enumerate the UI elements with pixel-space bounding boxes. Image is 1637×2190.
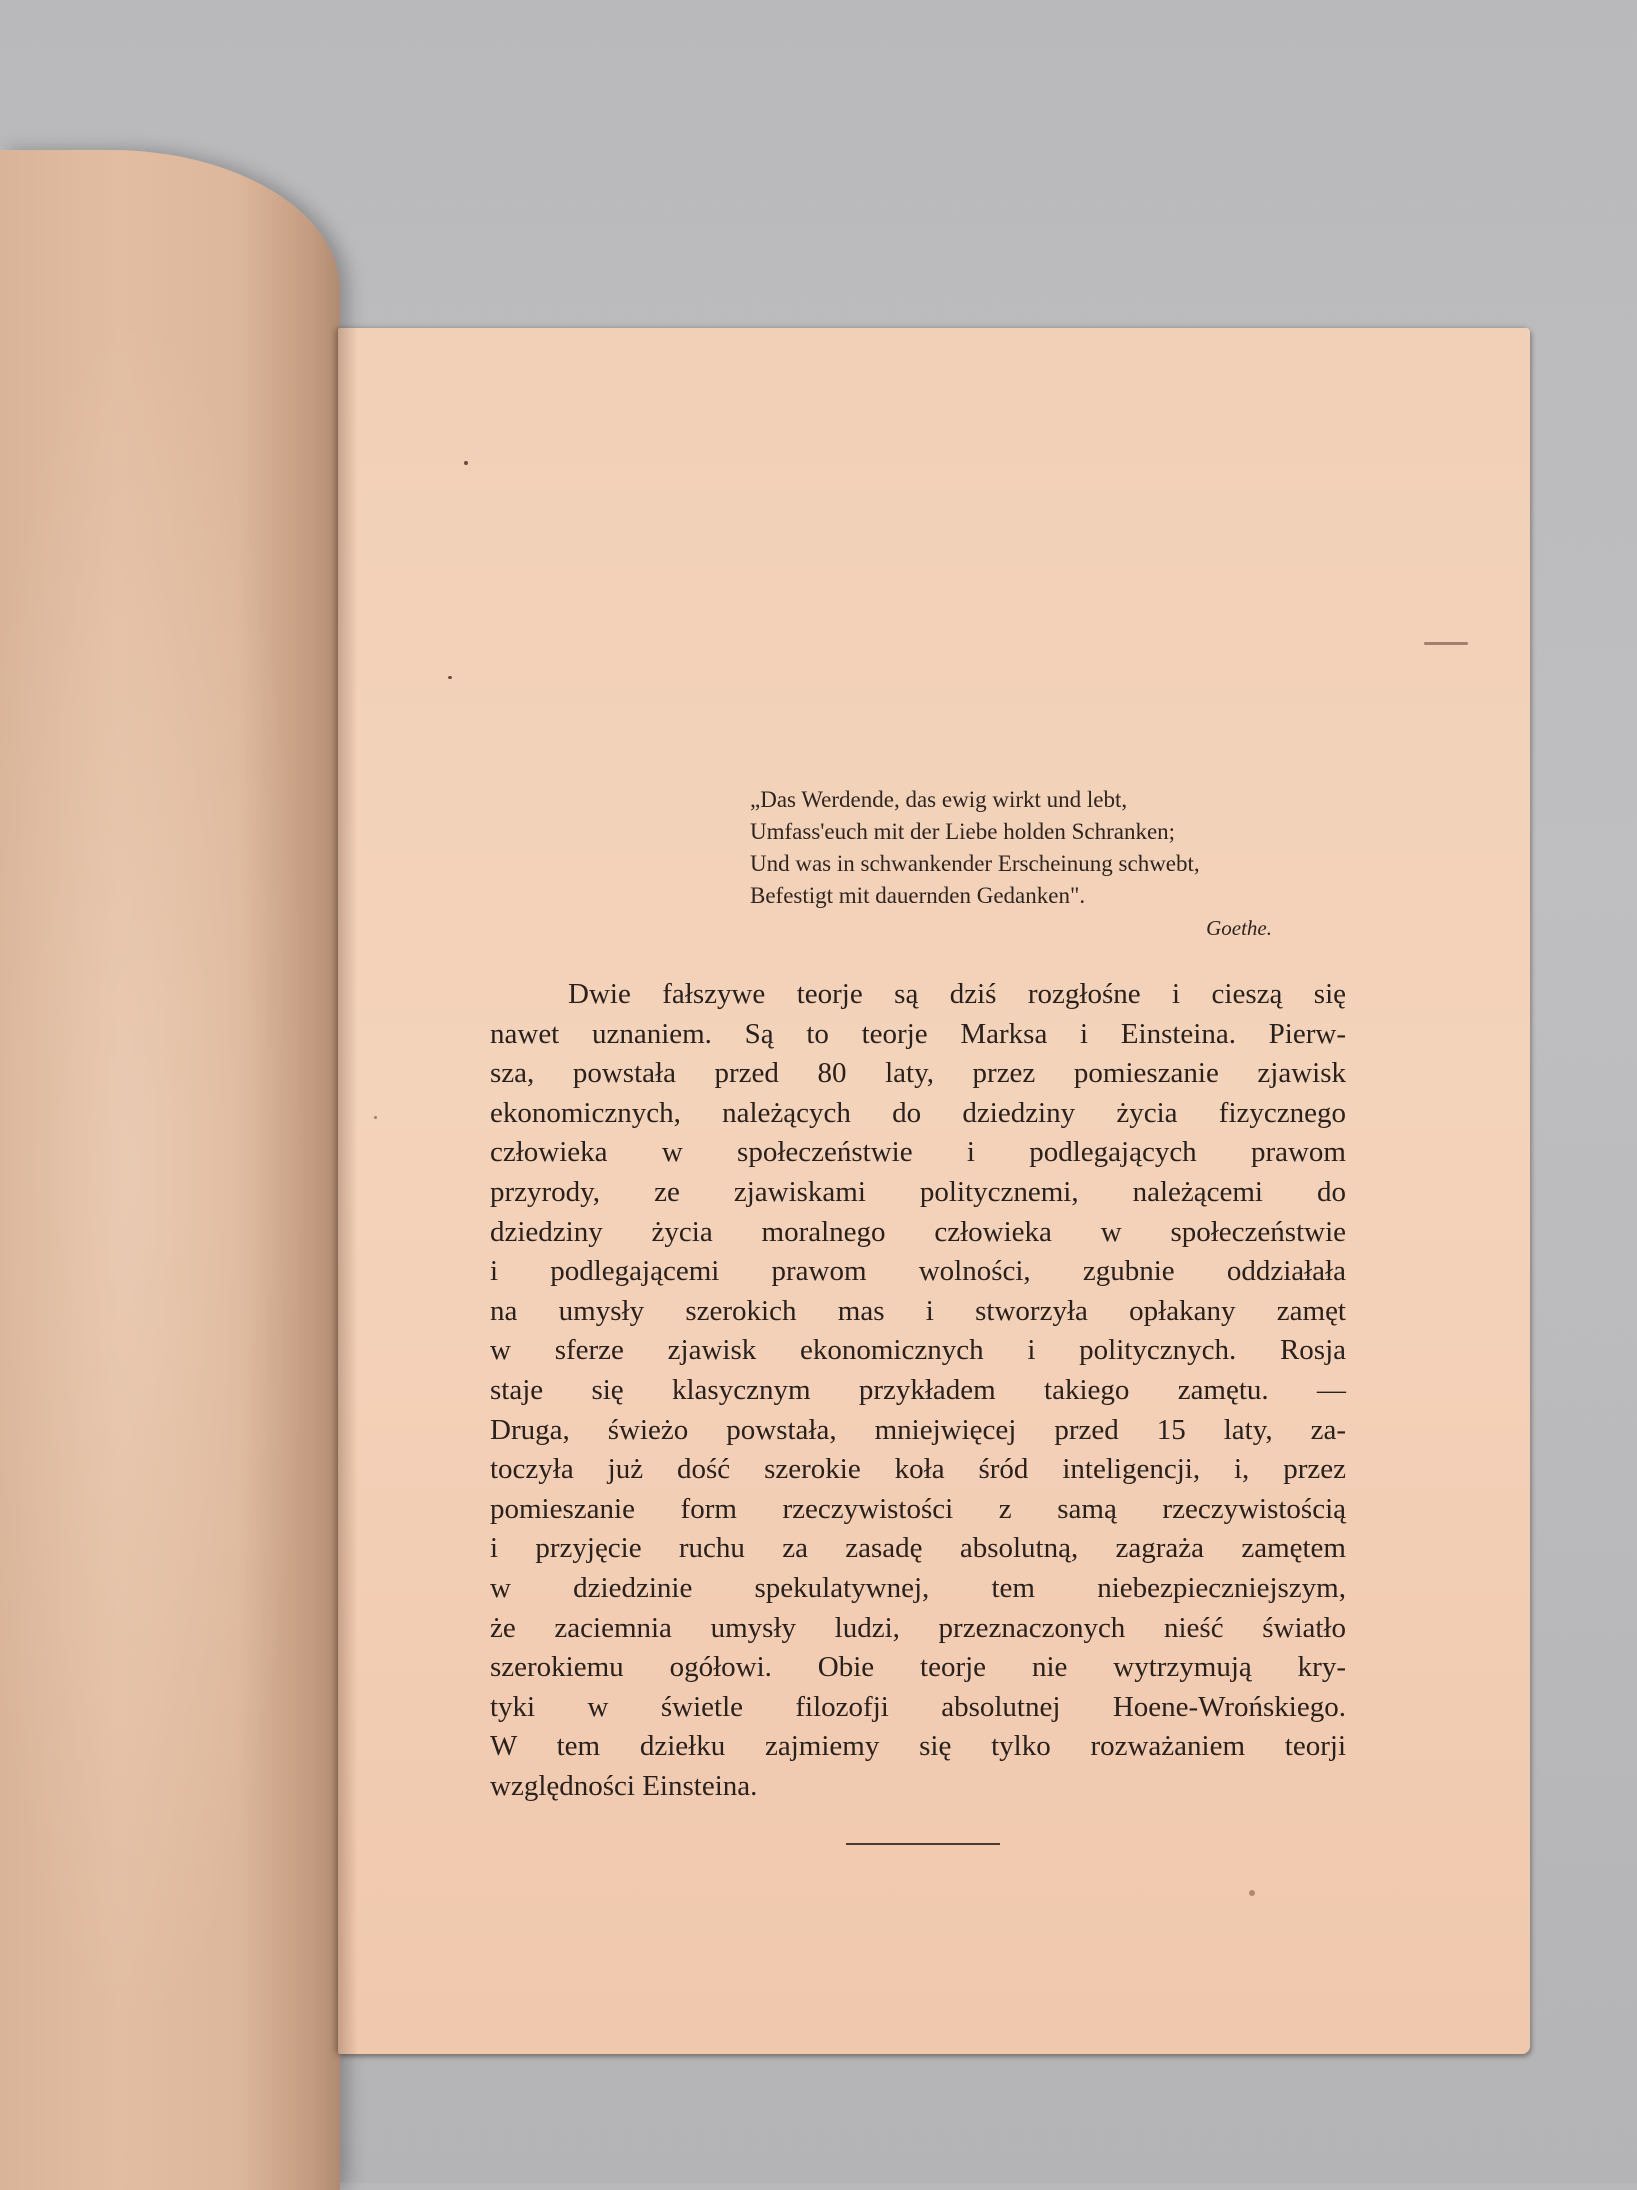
paragraph-line: dziedziny życia moralnego człowieka w społeczeństwie: [490, 1215, 1346, 1248]
paragraph-line: szerokiemu ogółowi. Obie teorje nie wytrzymują kry-: [490, 1651, 1346, 1684]
paragraph-line: przyrody, ze zjawiskami politycznemi, należącemi do: [490, 1175, 1346, 1208]
paragraph-line: toczyła już dość szerokie koła śród inteligencji, i, przez: [490, 1453, 1346, 1486]
paper-speck: [1249, 1890, 1255, 1896]
closing-rule: [846, 1843, 1000, 1845]
gutter-shadow: [338, 328, 358, 2054]
epigraph-line: Befestigt mit dauernden Gedanken".: [750, 883, 1086, 908]
epigraph: [750, 784, 1350, 944]
epigraph-line: „Das Werdende, das ewig wirkt und lebt,: [750, 787, 1128, 812]
epigraph-line: Und was in schwankender Erscheinung schwebt,: [750, 851, 1200, 876]
main-paragraph: [490, 975, 1346, 1806]
paper-speck: [448, 676, 452, 679]
paragraph-line: człowieka w społeczeństwie i podlegających prawom: [490, 1136, 1346, 1169]
paragraph-line: staje się klasycznym przykładem takiego zamętu. —: [490, 1373, 1346, 1406]
paragraph-line: nawet uznaniem. Są to teorje Marksa i Einsteina. Pierw-: [490, 1017, 1346, 1050]
paragraph-line: że zaciemnia umysły ludzi, przeznaczonych nieść światło: [490, 1611, 1346, 1644]
paragraph-line: ekonomicznych, należących do dziedziny życia fizycznego: [490, 1096, 1346, 1129]
paragraph-line: w dziedzinie spekulatywnej, tem niebezpieczniejszym,: [490, 1571, 1346, 1604]
paragraph-line: tyki w świetle filozofji absolutnej Hoene-Wrońskiego.: [490, 1690, 1346, 1723]
paragraph-line: Druga, świeżo powstała, mniejwięcej przed 15 laty, za-: [490, 1413, 1346, 1446]
paragraph-line: i podlegającemi prawom wolności, zgubnie oddziałała: [490, 1255, 1346, 1288]
paragraph-line: względności Einsteina.: [490, 1769, 758, 1802]
left-page: [0, 150, 340, 2190]
paragraph-line: w sferze zjawisk ekonomicznych i politycznych. Rosja: [490, 1334, 1346, 1367]
paragraph-line: sza, powstała przed 80 laty, przez pomieszanie zjawisk: [490, 1057, 1346, 1090]
paper-speck: [374, 1116, 377, 1119]
paragraph-line: i przyjęcie ruchu za zasadę absolutną, zagraża zamętem: [490, 1532, 1346, 1565]
paragraph-line: na umysły szerokich mas i stworzyła opłakany zamęt: [490, 1294, 1346, 1327]
paper-speck: [1424, 642, 1468, 645]
paper-speck: [464, 461, 468, 465]
paragraph-line: Dwie fałszywe teorje są dziś rozgłośne i cieszą się: [568, 978, 1346, 1010]
paragraph-line: W tem dziełku zajmiemy się tylko rozważaniem teorji: [490, 1730, 1346, 1763]
epigraph-line: Umfass'euch mit der Liebe holden Schranken;: [750, 819, 1176, 844]
paragraph-line: pomieszanie form rzeczywistości z samą rzeczywistością: [490, 1492, 1346, 1525]
epigraph-author: Goethe.: [1206, 916, 1272, 940]
